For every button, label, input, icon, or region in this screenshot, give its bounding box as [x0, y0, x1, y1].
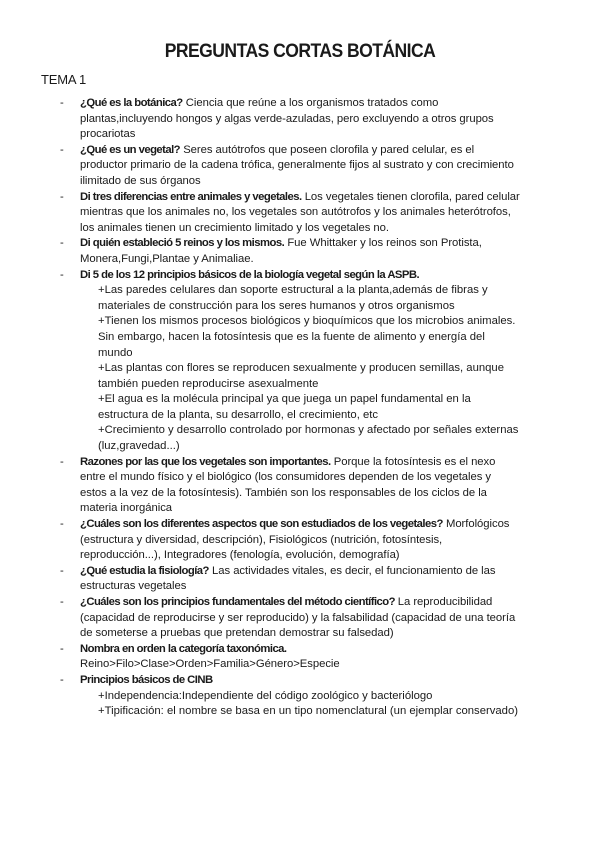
list-item — [60, 96, 520, 143]
bullet-dash: - — [60, 97, 64, 109]
bullet-dash: - — [60, 564, 64, 577]
bullet-dash: - — [60, 455, 64, 468]
answer-text: La reproducibilidad (capacidad de reproducirse y ser reproducido) y la falsabilidad (capacidad de una teoría de someterse a pruebas que pretendan demostrar su falsedad) — [80, 596, 516, 640]
bullet-dash: - — [60, 237, 64, 250]
bullet-dash: - — [60, 190, 64, 203]
bullet-dash: - — [60, 673, 64, 686]
question-text: Di 5 de los 12 principios básicos de la biología vegetal según la ASPB. — [80, 268, 420, 281]
principle-item: +El agua es la molécula principal ya que juega un papel fundamental en la estructura de la planta, su desarrollo, el crecimiento, etc — [98, 393, 471, 421]
principle-item: +Las paredes celulares dan soporte estructural a la planta,además de fibras y materiales de construcción para los seres humanos y otros organismos — [98, 284, 488, 312]
page-title: PREGUNTAS CORTAS BOTÁNICA — [164, 40, 436, 62]
question-text: ¿Qué es la botánica? — [80, 97, 183, 109]
question-text: Principios básicos de CINB — [80, 673, 213, 686]
principle-item: +Crecimiento y desarrollo controlado por hormonas y afectado por señales externas (luz,gravedad...) — [98, 424, 519, 453]
question-text: ¿Qué es un vegetal? — [80, 143, 181, 156]
principle-item: +Tienen los mismos procesos biológicos y bioquímicos que los microbios animales. Sin embargo, hacen la fotosíntesis que es la fuente de alimento y energía del mundo — [98, 315, 516, 359]
question-text: Di tres diferencias entre animales y vegetales. — [80, 190, 302, 203]
list-item — [60, 642, 520, 673]
bullet-dash: - — [60, 143, 64, 156]
bullet-dash: - — [60, 642, 64, 655]
list-item — [60, 236, 520, 267]
principle-item: +Las plantas con flores se reproducen sexualmente y producen semillas, aunque también pueden reproducirse asexualmente — [98, 362, 504, 390]
list-item — [60, 595, 520, 642]
list-item — [60, 190, 520, 237]
principle-item: +Independencia:Independiente del código zoológico y bacteriólogo — [98, 689, 433, 702]
question-text: Di quién estableció 5 reinos y los mismos. — [80, 237, 285, 250]
answer-text: Seres autótrofos que poseen clorofila y pared celular, es el productor primario de la cadena trófica, generalmente fijos al sustrato y con crecimiento ilimitado de sus órganos — [80, 143, 514, 187]
bullet-dash: - — [60, 596, 64, 608]
bullet-dash: - — [60, 518, 64, 531]
list-item — [60, 455, 520, 517]
question-text: Razones por las que los vegetales son importantes. — [80, 455, 331, 468]
answer-text: Reino>Filo>Clase>Orden>Familia>Género>Especie — [80, 658, 340, 671]
answer-text: Fue Whittaker y los reinos son Protista, Monera,Fungi,Plantae y Animaliae. — [80, 237, 482, 265]
question-text: ¿Cuáles son los diferentes aspectos que son estudiados de los vegetales? — [80, 518, 443, 531]
list-item — [60, 517, 520, 564]
answer-text: Los vegetales tienen clorofila, pared celular mientras que los animales no, los vegetales son autótrofos y los animales heterótrofos, los animales tienen un crecimiento limitado y los vegetales no. — [80, 190, 520, 234]
question-list — [60, 96, 520, 720]
answer-text: Morfológicos (estructura y diversidad, descripción), Fisiológicos (nutrición, fotosíntesis, reproducción...), Integradores (fenología, evolución, demografía) — [80, 518, 510, 562]
list-item — [60, 673, 520, 720]
bullet-dash: - — [60, 268, 64, 281]
question-text: ¿Cuáles son los principios fundamentales del método científico? — [80, 596, 395, 608]
principle-item: +Tipificación: el nombre se basa en un tipo nomenclatural (un ejemplar conservado) — [98, 705, 518, 718]
question-text: ¿Qué estudia la fisiología? — [80, 564, 209, 577]
list-item — [60, 564, 520, 595]
answer-text: Porque la fotosíntesis es el nexo entre el mundo físico y el biológico (los consumidores dependen de los vegetales y estos a la vez de la fotosíntesis). También son los responsables de los ciclos de la materia inorgánica — [80, 455, 496, 515]
section-heading: TEMA 1 — [41, 72, 87, 87]
question-text: Nombra en orden la categoría taxonómica. — [80, 642, 287, 655]
answer-text: Ciencia que reúne a los organismos tratados como plantas,incluyendo hongos y algas verde-azuladas, pero excluyendo a otros grupos procariotas — [80, 97, 494, 141]
list-item — [60, 143, 520, 190]
list-item — [60, 268, 520, 455]
answer-text: Las actividades vitales, es decir, el funcionamiento de las estructuras vegetales — [80, 564, 496, 593]
